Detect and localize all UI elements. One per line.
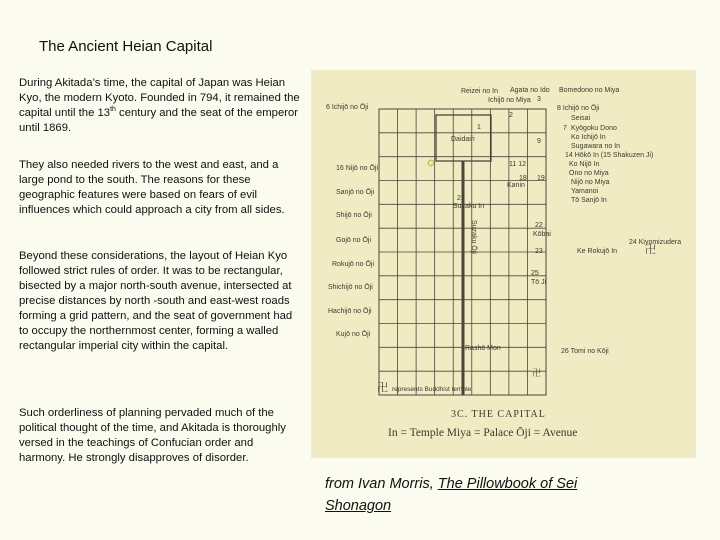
paragraph-history-part2: century and the seat of the emperor until 1869. xyxy=(19,107,299,134)
map-caption-title: 3C. THE CAPITAL xyxy=(451,409,546,420)
label-right-2: Seisai xyxy=(571,115,591,122)
buddhist-temple-symbol-a: 卍 xyxy=(645,243,656,256)
label-num-25: 25 xyxy=(531,270,539,277)
credit-book-title[interactable]: The Pillowbook of Sei Shonagon xyxy=(325,476,578,514)
label-shichijo-oji: Shichijō no Ōji xyxy=(328,284,373,291)
label-rokujo-oji: Rokujō no Ōji xyxy=(332,261,375,268)
label-num-19: 19 xyxy=(537,175,545,182)
label-ichijo-miya: Ichijō no Miya xyxy=(488,97,531,104)
heian-capital-map xyxy=(311,70,696,458)
label-num-9: 9 xyxy=(537,138,541,145)
superscript-th: th xyxy=(110,106,116,114)
label-hachijo-oji: Hachijō no Ōji xyxy=(328,308,372,315)
label-bomedono: Bomedono no Miya xyxy=(559,87,620,94)
paragraph-orderliness: Such orderliness of planning pervaded much of the political thought of the time, and Akitada is thoroughly versed in the teachings of Confucian order and harmony. He strongly disapproves of disorder. xyxy=(19,407,286,464)
buddhist-temple-symbol-b: 卍 xyxy=(532,369,542,379)
map-caption-legend: In = Temple Miya = Palace Ōji = Avenue xyxy=(388,427,578,439)
label-num-18: 18 xyxy=(519,175,527,182)
label-reizei: Reizei no In xyxy=(461,88,498,95)
label-gojo-oji: Gojō no Ōji xyxy=(336,237,372,244)
paragraph-history-part1: During Akitada’s time, the capital of Japan was Heian Kyo, the modern Kyoto. Founded in 794, it remained the capital until the 13 xyxy=(19,77,300,119)
label-kujo-oji: Kujō no Ōji xyxy=(336,331,371,338)
label-kobai: Kōbai xyxy=(533,231,551,238)
buddhist-temple-legend-icon: 卍 xyxy=(377,382,388,394)
label-shijo-oji: Shijō no Ōji xyxy=(336,212,372,219)
label-sanjo-oji: Sanjō no Ōji xyxy=(336,189,375,196)
paragraph-geography: They also needed rivers to the west and east, and a large pond to the south. The reasons for these geographic features were based on fears of evil influences which could approach a city from all sides. xyxy=(19,159,285,216)
label-num-3: 3 xyxy=(537,96,541,103)
label-right-6: 14 Hōkō In (15 Shakuzen Ji) xyxy=(565,152,654,159)
label-right-7: Ko Nijō In xyxy=(569,161,600,168)
label-rasho-mon: Rashō Mon xyxy=(465,345,501,352)
label-nijo-oji: 16 Nijō no Ōji xyxy=(336,165,379,172)
label-num-2: 2 xyxy=(509,112,513,119)
label-suzaku-in: Suzaku In xyxy=(453,203,485,210)
paragraph-history xyxy=(19,76,301,136)
label-kiyomizudera: 24 Kiyomizudera xyxy=(629,239,682,246)
label-num-11-12: 11 12 xyxy=(509,161,526,168)
label-num-7: 7 xyxy=(563,125,567,132)
label-daidairi: Daidairi xyxy=(451,136,475,143)
label-right-4: Ko Ichijō In xyxy=(571,134,606,141)
label-right-10: Yamanoi xyxy=(571,188,599,195)
pond-marker xyxy=(428,160,434,166)
label-agata: Agata no Ido xyxy=(510,87,550,94)
paragraph-layout: Beyond these considerations, the layout of Heian Kyo followed strict rules of order. It was to be rectangular, bisected by a major north-south avenue, intersected at precise distances by north -south and east-west roads forming a grid pattern, and the seat of government had to occupy the northernmost center, forming a walled rectangular imperial city within the capital. xyxy=(19,250,293,352)
source-credit xyxy=(325,473,625,517)
map-legend-buddhist xyxy=(377,379,471,395)
page-title: The Ancient Heian Capital xyxy=(39,38,213,55)
label-right-5: Sugawara no In xyxy=(571,143,621,150)
label-right-3: Kyōgoku Dono xyxy=(571,125,617,132)
label-ichijo-oji: 6 Ichijō no Ōji xyxy=(326,104,369,111)
label-ke-rokujo: Ke Rokujō In xyxy=(577,248,618,255)
label-right-1: 8 Ichijō no Ōji xyxy=(557,105,600,112)
credit-prefix: from Ivan Morris, xyxy=(325,476,438,492)
label-right-9: Nijō no Miya xyxy=(571,179,610,186)
label-num-22: 22 xyxy=(535,222,543,229)
label-toji: Tō Ji xyxy=(531,279,547,286)
label-num-23: 23 xyxy=(535,248,543,255)
label-right-11: Tō Sanjō In xyxy=(571,197,607,204)
legend-buddhist-text: represents Buddhist temple xyxy=(392,386,472,393)
label-right-8: Ono no Miya xyxy=(569,170,609,177)
label-tomi-koji: 26 Tomi no Kōji xyxy=(561,348,609,355)
label-num-1: 1 xyxy=(477,124,481,131)
label-suzaku-oji: Suzaku Ōji xyxy=(470,220,477,254)
label-num-21: 21 xyxy=(457,195,465,202)
label-kanin: Kanin xyxy=(507,182,525,189)
